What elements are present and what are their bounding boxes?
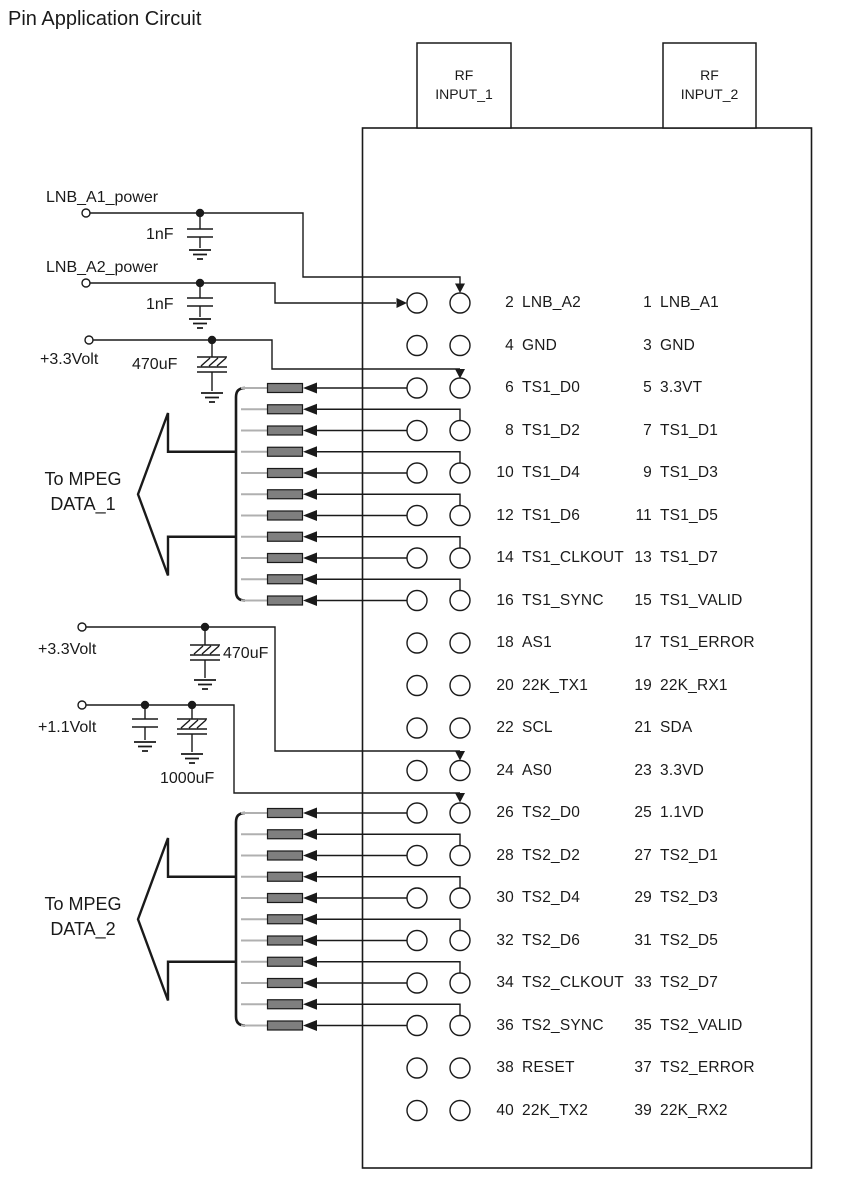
ground-icon bbox=[194, 680, 216, 689]
pin-right bbox=[626, 464, 718, 482]
pin-right-number: 7 bbox=[643, 421, 652, 439]
pin-right-number: 15 bbox=[634, 591, 652, 609]
pin-circle bbox=[407, 633, 427, 653]
pin-left-label: SCL bbox=[522, 719, 553, 736]
pin-right-number: 37 bbox=[634, 1059, 652, 1076]
resistor-body bbox=[268, 1021, 303, 1030]
pin-left-number: 22 bbox=[496, 719, 514, 736]
resistor-body bbox=[268, 490, 303, 499]
pin-circle bbox=[450, 293, 470, 313]
ground-icon bbox=[201, 393, 223, 402]
pin-left-label: TS1_D0 bbox=[522, 379, 581, 396]
resistor-body bbox=[268, 915, 303, 924]
arrowhead-icon bbox=[303, 935, 317, 946]
resistor-body bbox=[268, 532, 303, 541]
pin-right bbox=[626, 762, 704, 780]
pin-left-label: AS0 bbox=[522, 761, 552, 779]
pin-right-number: 9 bbox=[643, 464, 652, 481]
pin-circle bbox=[450, 548, 470, 568]
pin-circle bbox=[450, 676, 470, 696]
pin-right bbox=[626, 337, 695, 355]
pin-right bbox=[626, 1017, 743, 1035]
pin-right bbox=[626, 1102, 728, 1120]
arrowhead-icon bbox=[303, 425, 317, 436]
pin-circle bbox=[407, 973, 427, 993]
pin-right-number: 5 bbox=[643, 379, 652, 396]
pin-left-number: 32 bbox=[496, 931, 514, 949]
terminal-icon bbox=[82, 279, 90, 287]
v11-label: +1.1Volt bbox=[38, 719, 97, 736]
arrowhead-icon bbox=[303, 404, 317, 415]
arrowhead-icon bbox=[303, 893, 317, 904]
pin-left-label: TS1_D4 bbox=[522, 464, 581, 481]
terminal-icon bbox=[85, 336, 93, 344]
pin-right-label: LNB_A1 bbox=[660, 294, 719, 311]
capacitor-icon bbox=[132, 705, 158, 740]
pin-circle bbox=[450, 378, 470, 398]
pin-circle bbox=[450, 591, 470, 611]
pin-circle bbox=[407, 676, 427, 696]
pin-right bbox=[626, 422, 718, 440]
pin-right-number: 39 bbox=[634, 1101, 652, 1119]
resistor-body bbox=[268, 809, 303, 818]
pin-circle bbox=[450, 973, 470, 993]
pin-right-label: TS2_VALID bbox=[660, 1016, 743, 1034]
pin-left-number: 12 bbox=[496, 506, 514, 524]
pin-row bbox=[488, 762, 841, 780]
pin-row bbox=[488, 1017, 841, 1035]
pin-circle bbox=[407, 1058, 427, 1078]
pin-circle bbox=[407, 506, 427, 526]
pin-right-number: 21 bbox=[634, 719, 652, 736]
pin-left-number: 28 bbox=[496, 846, 514, 864]
pin-right bbox=[626, 932, 718, 950]
lnb-a2-power-label: LNB_A2_power bbox=[46, 259, 159, 276]
pin-row bbox=[488, 932, 841, 950]
pin-circle bbox=[450, 633, 470, 653]
arrowhead-icon bbox=[303, 871, 317, 882]
pin-row bbox=[488, 634, 841, 652]
pin-circle bbox=[407, 591, 427, 611]
v33-top-label: +3.3Volt bbox=[40, 351, 99, 368]
pin-circle bbox=[407, 378, 427, 398]
pin-circle bbox=[407, 931, 427, 951]
terminal-icon bbox=[78, 701, 86, 709]
resistor-body bbox=[268, 979, 303, 988]
arrowhead-icon bbox=[303, 574, 317, 585]
pin-row bbox=[488, 889, 841, 907]
pin-circle bbox=[450, 506, 470, 526]
arrowhead-icon bbox=[303, 531, 317, 542]
pin-circle bbox=[407, 1101, 427, 1121]
pin-circle bbox=[450, 803, 470, 823]
resistor-body bbox=[268, 469, 303, 478]
mpeg-data2-line2: DATA_2 bbox=[50, 919, 116, 939]
pin-left-label: TS1_D6 bbox=[522, 506, 581, 524]
mpeg-data2-arrow-icon bbox=[138, 838, 236, 1001]
pin-right-label: GND bbox=[660, 336, 696, 354]
pin-circle bbox=[450, 931, 470, 951]
pin-left-number: 6 bbox=[505, 379, 514, 396]
pin-circle bbox=[407, 548, 427, 568]
mpeg-data1-label bbox=[30, 467, 136, 517]
pin-right-label: TS1_D7 bbox=[660, 549, 719, 566]
arrowhead-icon bbox=[303, 553, 317, 564]
pin-right-label: TS1_VALID bbox=[660, 591, 743, 609]
rf-input-1-line2: INPUT_1 bbox=[435, 86, 493, 102]
arrowhead-icon bbox=[303, 808, 317, 819]
pin-right bbox=[626, 719, 692, 737]
resistor-body bbox=[268, 851, 303, 860]
pin-left-number: 40 bbox=[496, 1101, 514, 1119]
pin-circle bbox=[450, 336, 470, 356]
lnb-a2-cap-value: 1nF bbox=[146, 296, 174, 313]
pin-circle bbox=[407, 463, 427, 483]
mpeg-data1-arrow-icon bbox=[138, 413, 236, 576]
pin-right-label: 22K_RX1 bbox=[660, 676, 728, 694]
ground-icon bbox=[189, 250, 211, 259]
pin-left-label: TS2_SYNC bbox=[522, 1016, 604, 1034]
pin-circle bbox=[450, 463, 470, 483]
arrowhead-icon bbox=[303, 999, 317, 1010]
arrowhead-icon bbox=[303, 1020, 317, 1031]
pin-right-number: 17 bbox=[634, 634, 652, 651]
pin-right bbox=[626, 507, 718, 525]
pin-right-number: 19 bbox=[634, 676, 652, 694]
ground-icon bbox=[189, 319, 211, 328]
polarized-capacitor-icon bbox=[190, 627, 220, 678]
pin-right bbox=[626, 974, 718, 992]
pin-right-label: 1.1VD bbox=[660, 804, 705, 821]
pin-circle bbox=[450, 761, 470, 781]
pin-left-label: AS1 bbox=[522, 634, 552, 651]
resistor-body bbox=[268, 957, 303, 966]
pin-left-label: TS2_D4 bbox=[522, 889, 581, 906]
pin-right bbox=[626, 294, 719, 312]
pin-circle bbox=[407, 888, 427, 908]
pin-row bbox=[488, 549, 841, 567]
ground-icon bbox=[181, 754, 203, 763]
resistor-body bbox=[268, 872, 303, 881]
pin-right-number: 33 bbox=[634, 974, 652, 991]
wire bbox=[90, 283, 396, 303]
pin-circle bbox=[450, 1101, 470, 1121]
resistor-body bbox=[268, 936, 303, 945]
pin-circle bbox=[407, 336, 427, 356]
pin-right-label: SDA bbox=[660, 719, 693, 736]
pin-right-number: 31 bbox=[634, 931, 652, 949]
capacitor-icon bbox=[187, 283, 213, 317]
pin-right-label: TS1_D1 bbox=[660, 421, 719, 439]
arrowhead-icon bbox=[303, 489, 317, 500]
rf-input-2-line2: INPUT_2 bbox=[680, 86, 739, 102]
resistor-body bbox=[268, 426, 303, 435]
pin-right-label: TS2_ERROR bbox=[660, 1059, 755, 1076]
pin-circle bbox=[450, 846, 470, 866]
pin-left-label: TS2_D6 bbox=[522, 931, 581, 949]
arrowhead-icon bbox=[303, 446, 317, 457]
pin-right-number: 23 bbox=[634, 761, 652, 779]
pin-row bbox=[488, 847, 841, 865]
pin-right-number: 11 bbox=[635, 506, 652, 524]
pin-right-number: 27 bbox=[634, 846, 652, 864]
pin-left-label: RESET bbox=[522, 1059, 575, 1076]
resistor-body bbox=[268, 1000, 303, 1009]
resistor-body bbox=[268, 596, 303, 605]
pin-right bbox=[626, 804, 704, 822]
mpeg-data2-line1: To MPEG bbox=[44, 894, 122, 914]
pin-right bbox=[626, 379, 702, 397]
v33-top-cap-value: 470uF bbox=[132, 356, 178, 373]
pin-right-label: 22K_RX2 bbox=[660, 1101, 728, 1119]
pin-right-label: TS2_D3 bbox=[660, 889, 719, 906]
pin-right-number: 25 bbox=[634, 804, 652, 821]
pin-right-label: TS2_D5 bbox=[660, 931, 719, 949]
pin-left-number: 20 bbox=[496, 676, 514, 694]
pin-row bbox=[488, 379, 841, 397]
pin-right bbox=[626, 889, 718, 907]
arrowhead-icon bbox=[303, 956, 317, 967]
capacitor-icon bbox=[187, 213, 213, 248]
pin-right-label: 3.3VT bbox=[660, 379, 703, 396]
pin-right bbox=[626, 549, 718, 567]
pin-left-label: TS1_SYNC bbox=[522, 591, 604, 609]
pin-left-number: 24 bbox=[496, 761, 514, 779]
pin-row bbox=[488, 592, 841, 610]
arrowhead-icon bbox=[303, 510, 317, 521]
pin-left-number: 26 bbox=[496, 804, 514, 821]
pin-circle bbox=[407, 803, 427, 823]
pin-circle bbox=[450, 1058, 470, 1078]
resistor-body bbox=[268, 894, 303, 903]
pin-left-label: TS2_D2 bbox=[522, 846, 581, 864]
pin-circle bbox=[407, 846, 427, 866]
pin-left-number: 14 bbox=[496, 549, 514, 566]
pin-left-label: TS1_CLKOUT bbox=[522, 549, 624, 566]
pin-left-number: 18 bbox=[496, 634, 514, 651]
pin-left-label: 22K_TX2 bbox=[522, 1101, 589, 1119]
pin-right-label: TS1_D3 bbox=[660, 464, 719, 481]
pin-left-label: 22K_TX1 bbox=[522, 676, 589, 694]
v33-mid-label: +3.3Volt bbox=[38, 641, 97, 658]
resistor-arrays bbox=[241, 383, 317, 1032]
pin-right-number: 13 bbox=[634, 549, 652, 566]
terminal-icon bbox=[78, 623, 86, 631]
pin-circle bbox=[450, 421, 470, 441]
pin-left-label: LNB_A2 bbox=[522, 294, 581, 311]
pin-row bbox=[488, 677, 841, 695]
lnb-a1-cap-value: 1nF bbox=[146, 226, 174, 243]
resistor-body bbox=[268, 830, 303, 839]
pin-row bbox=[488, 974, 841, 992]
pin-right-number: 1 bbox=[643, 294, 652, 311]
pin-circle bbox=[407, 718, 427, 738]
resistor-body bbox=[268, 405, 303, 414]
pin-circle bbox=[407, 421, 427, 441]
rf-input-1-line1: RF bbox=[454, 67, 474, 83]
v33-mid-cap-value: 470uF bbox=[223, 645, 269, 662]
arrowhead-icon bbox=[303, 595, 317, 606]
pin-row bbox=[488, 1059, 841, 1077]
pin-right-label: 3.3VD bbox=[660, 761, 705, 779]
pin-right-label: TS2_D1 bbox=[660, 846, 719, 864]
pin-left-label: TS2_D0 bbox=[522, 804, 581, 821]
terminal-icon bbox=[82, 209, 90, 217]
v11-cap-value: 1000uF bbox=[160, 770, 215, 787]
pin-left-label: TS1_D2 bbox=[522, 421, 581, 439]
mpeg-data2-label bbox=[30, 892, 136, 942]
resistor-body bbox=[268, 511, 303, 520]
pin-left-number: 2 bbox=[505, 294, 514, 311]
arrowhead-icon bbox=[303, 978, 317, 989]
pin-row bbox=[488, 464, 841, 482]
pin-left-label: TS2_CLKOUT bbox=[522, 974, 624, 991]
pin-left-number: 34 bbox=[496, 974, 514, 991]
pin-circle bbox=[407, 761, 427, 781]
resistor-body bbox=[268, 384, 303, 393]
pin-left-number: 4 bbox=[505, 336, 514, 354]
rf-input-1-label bbox=[418, 66, 510, 104]
pin-circle bbox=[450, 1016, 470, 1036]
rf-input-2-line1: RF bbox=[700, 67, 719, 83]
pin-right bbox=[626, 847, 718, 865]
pin-left-number: 16 bbox=[496, 591, 514, 609]
mpeg-data1-line2: DATA_1 bbox=[50, 494, 116, 514]
lnb-a2-power-net bbox=[82, 279, 407, 328]
pin-left-number: 38 bbox=[496, 1059, 514, 1076]
arrowhead-icon bbox=[303, 468, 317, 479]
pin-row bbox=[488, 422, 841, 440]
resistor-body bbox=[268, 447, 303, 456]
pin-right-label: TS1_ERROR bbox=[660, 634, 755, 651]
pin-right-label: TS2_D7 bbox=[660, 974, 719, 991]
pin-row bbox=[488, 294, 841, 312]
polarized-capacitor-icon bbox=[177, 705, 207, 752]
pin-circle bbox=[407, 293, 427, 313]
pin-right-label: TS1_D5 bbox=[660, 506, 719, 524]
pin-right bbox=[626, 634, 755, 652]
pin-row bbox=[488, 1102, 841, 1120]
arrowhead-icon bbox=[303, 829, 317, 840]
resistor-body bbox=[268, 554, 303, 563]
pin-left-number: 36 bbox=[496, 1016, 514, 1034]
arrowhead-icon bbox=[303, 914, 317, 925]
resistor-body bbox=[268, 575, 303, 584]
pin-circle bbox=[450, 888, 470, 908]
lnb-a1-power-label: LNB_A1_power bbox=[46, 189, 159, 206]
pin-left-number: 8 bbox=[505, 421, 514, 439]
pin-circle bbox=[407, 1016, 427, 1036]
arrowhead-icon bbox=[303, 850, 317, 861]
rf-input-2-label bbox=[664, 66, 755, 104]
pin-left-label: GND bbox=[522, 336, 558, 354]
ground-icon bbox=[134, 742, 156, 751]
pin-circle bbox=[450, 718, 470, 738]
pin-right bbox=[626, 592, 743, 610]
pin-left-number: 10 bbox=[496, 464, 514, 481]
mpeg-data1-line1: To MPEG bbox=[44, 469, 122, 489]
pin-left-number: 30 bbox=[496, 889, 514, 906]
pin-right-number: 3 bbox=[643, 336, 652, 354]
pin-right-number: 29 bbox=[634, 889, 652, 906]
pin-right bbox=[626, 677, 728, 695]
pin-row bbox=[488, 719, 841, 737]
pin-right-number: 35 bbox=[634, 1016, 652, 1034]
pin-row bbox=[488, 337, 841, 355]
arrowhead-icon bbox=[303, 383, 317, 394]
pin-row bbox=[488, 804, 841, 822]
page-title: Pin Application Circuit bbox=[8, 8, 202, 30]
polarized-capacitor-icon bbox=[197, 340, 227, 391]
pin-row bbox=[488, 507, 841, 525]
pin-right bbox=[626, 1059, 755, 1077]
